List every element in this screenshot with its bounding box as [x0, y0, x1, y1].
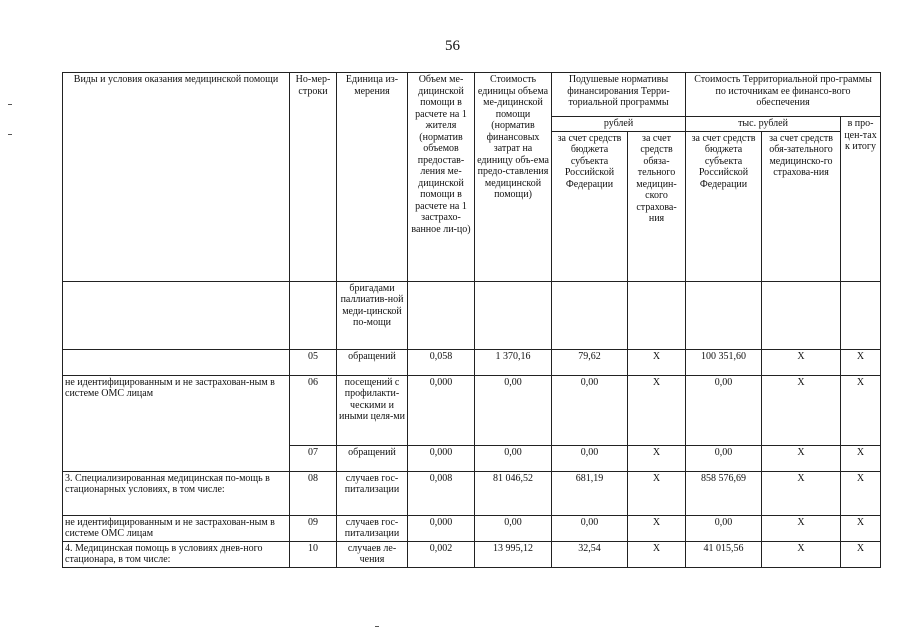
header-cost: Стоимость единицы объема ме-дицинской помощи (норматив финансовых затрат на единицу объ-ема предо-ставления медицинской помощи) [475, 73, 552, 282]
cell-kind [63, 281, 290, 349]
header-oms-thousands: за счет средств обя-зательного медицинско-го страхова-ния [762, 131, 841, 281]
scan-speck [8, 104, 12, 105]
cell-pc-oms: X [628, 541, 686, 567]
cell-unit: случаев гос-питализации [337, 515, 408, 541]
header-kind: Виды и условия оказания медицинской помощи [63, 73, 290, 282]
cell-num: 09 [290, 515, 337, 541]
table-row [63, 349, 881, 375]
cell-unit: случаев ле-чения [337, 541, 408, 567]
cell-volume [408, 281, 475, 349]
cell-tc-oms [762, 281, 841, 349]
table-row [63, 281, 881, 349]
cell-pc-budget: 79,62 [552, 349, 628, 375]
cell-pc-oms: X [628, 375, 686, 445]
cell-num: 08 [290, 471, 337, 515]
header-row-number: Но-мер-строки [290, 73, 337, 282]
page-number: 56 [445, 38, 460, 54]
cell-cost: 13 995,12 [475, 541, 552, 567]
cell-tc-oms: X [762, 541, 841, 567]
cell-pct: X [841, 445, 881, 471]
cell-pc-oms: X [628, 349, 686, 375]
cell-cost: 81 046,52 [475, 471, 552, 515]
header-volume: Объем ме-дицинской помощи в расчете на 1 жителя (норматив объемов предостав-ления ме-дицинской помощи в расчете на 1 застрахо-ванное ли-цо) [408, 73, 475, 282]
cell-pc-budget: 681,19 [552, 471, 628, 515]
cell-kind: не идентифицированным и не застрахован-ным в системе ОМС лицам [63, 375, 290, 471]
cell-num: 10 [290, 541, 337, 567]
header-unit: Единица из-мерения [337, 73, 408, 282]
cell-pc-oms: X [628, 445, 686, 471]
table-row [63, 541, 881, 567]
cell-unit: обращений [337, 445, 408, 471]
cell-volume: 0,000 [408, 515, 475, 541]
cell-tc-budget: 41 015,56 [686, 541, 762, 567]
cell-pc-budget [552, 281, 628, 349]
cell-pct: X [841, 349, 881, 375]
cell-volume: 0,000 [408, 375, 475, 445]
cell-kind: не идентифицированным и не застрахован-ным в системе ОМС лицам [63, 515, 290, 541]
table-row [63, 375, 881, 445]
cell-pc-budget: 0,00 [552, 445, 628, 471]
cell-unit: обращений [337, 349, 408, 375]
cell-tc-budget: 100 351,60 [686, 349, 762, 375]
table-row [63, 471, 881, 515]
cell-num: 05 [290, 349, 337, 375]
cell-tc-budget: 0,00 [686, 515, 762, 541]
cell-tc-oms: X [762, 515, 841, 541]
header-oms: за счет средств обяза-тельного медицин-ского страхова-ния [628, 131, 686, 281]
header-thousand-rubles: тыс. рублей [686, 117, 841, 132]
header-budget-thousands: за счет средств бюджета субъекта Российской Федерации [686, 131, 762, 281]
cell-volume: 0,000 [408, 445, 475, 471]
cell-num: 07 [290, 445, 337, 471]
header-percent-top: в про-цен-тах к итогу [841, 117, 881, 282]
cell-pc-budget: 0,00 [552, 515, 628, 541]
cell-pct: X [841, 375, 881, 445]
cell-num [290, 281, 337, 349]
cell-volume: 0,008 [408, 471, 475, 515]
cell-pc-budget: 0,00 [552, 375, 628, 445]
header-rubles: рублей [552, 117, 686, 132]
cell-cost [475, 281, 552, 349]
medical-care-table [62, 72, 881, 568]
cell-pct [841, 281, 881, 349]
cell-cost: 0,00 [475, 515, 552, 541]
cell-cost: 0,00 [475, 445, 552, 471]
cell-unit: случаев гос-питализации [337, 471, 408, 515]
cell-unit: бригадами паллиатив-ной меди-цинской по-мощи [337, 281, 408, 349]
cell-volume: 0,002 [408, 541, 475, 567]
cell-pc-budget: 32,54 [552, 541, 628, 567]
cell-kind [63, 349, 290, 375]
cell-tc-oms: X [762, 445, 841, 471]
scan-speck [8, 134, 12, 135]
cell-tc-oms: X [762, 349, 841, 375]
header-per-capita: Подушевые нормативы финансирования Терри-ториальной программы [552, 73, 686, 117]
header-program-cost: Стоимость Территориальной про-граммы по источникам ее финансо-вого обеспечения [686, 73, 881, 117]
cell-volume: 0,058 [408, 349, 475, 375]
cell-kind: 3. Специализированная медицинская по-мощь в стационарных условиях, в том числе: [63, 471, 290, 515]
cell-tc-oms: X [762, 471, 841, 515]
cell-pc-oms: X [628, 515, 686, 541]
cell-tc-budget: 0,00 [686, 375, 762, 445]
cell-pct: X [841, 471, 881, 515]
cell-pct: X [841, 515, 881, 541]
cell-pc-oms: X [628, 471, 686, 515]
cell-pc-oms [628, 281, 686, 349]
cell-cost: 0,00 [475, 375, 552, 445]
cell-tc-oms: X [762, 375, 841, 445]
scan-speck [375, 626, 379, 627]
cell-unit: посещений с профилакти-ческими и иными целя-ми [337, 375, 408, 445]
cell-cost: 1 370,16 [475, 349, 552, 375]
cell-tc-budget [686, 281, 762, 349]
cell-tc-budget: 858 576,69 [686, 471, 762, 515]
table-row [63, 515, 881, 541]
cell-num: 06 [290, 375, 337, 445]
header-budget: за счет средств бюджета субъекта Российской Федерации [552, 131, 628, 281]
cell-pct: X [841, 541, 881, 567]
cell-kind: 4. Медицинская помощь в условиях днев-ного стационара, в том числе: [63, 541, 290, 567]
cell-tc-budget: 0,00 [686, 445, 762, 471]
